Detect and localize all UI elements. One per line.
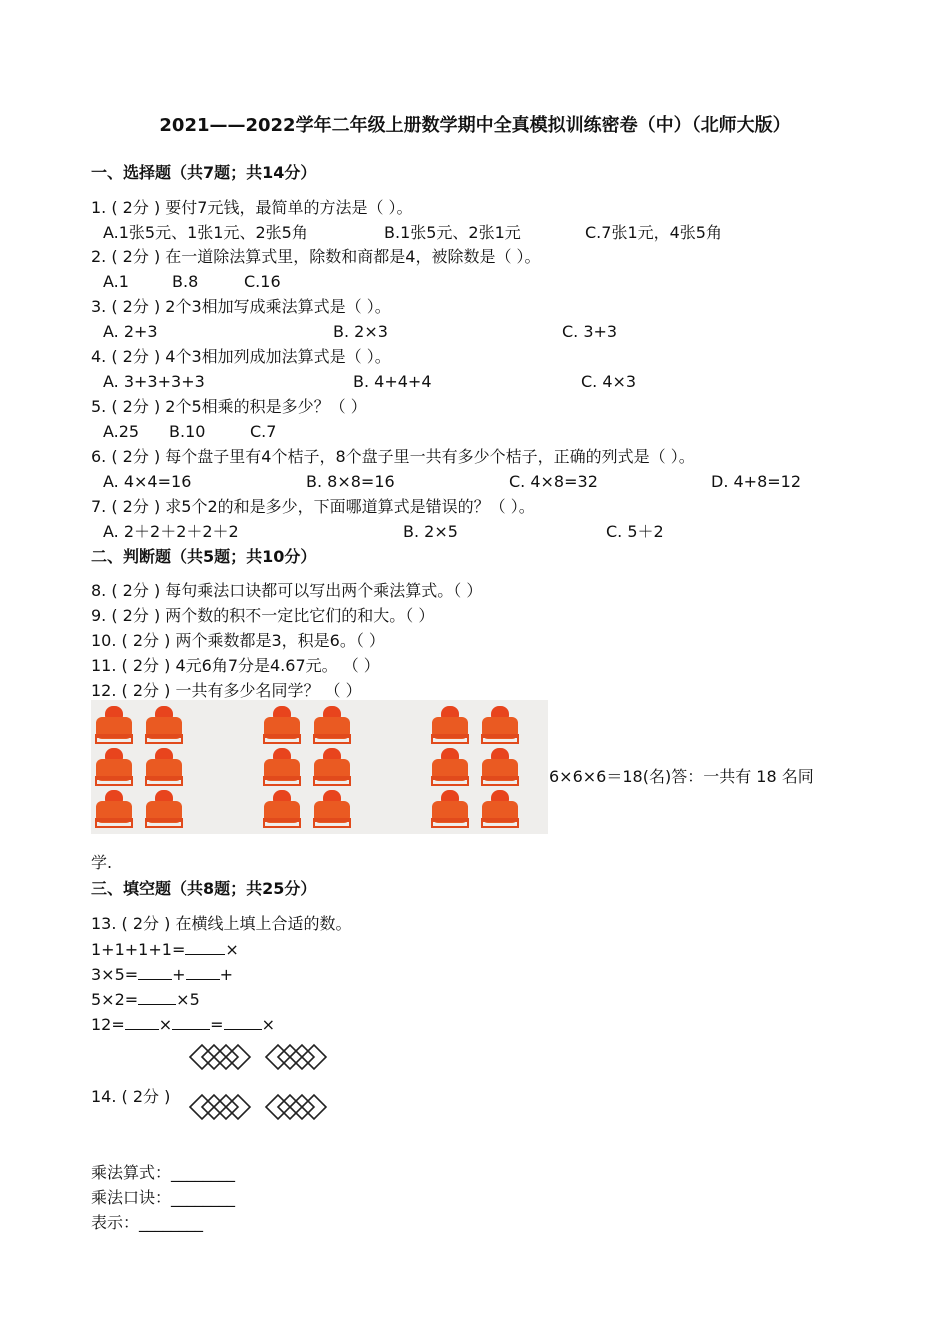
q5-option-c: C.7	[250, 422, 277, 441]
question-11: 11. ( 2分 ) 4元6角7分是4.67元。 （ ）	[91, 656, 380, 675]
question-13: 13. ( 2分 ) 在横线上填上合适的数。	[91, 914, 352, 933]
q13-blank[interactable]	[138, 988, 176, 1005]
q14-meaning-line: 表示：________	[91, 1213, 204, 1232]
section-choice-heading: 一、选择题（共7题；共14分）	[91, 163, 317, 182]
q14-blank[interactable]: ________	[171, 1163, 236, 1182]
question-12: 12. ( 2分 ) 一共有多少名同学？ （ ）	[91, 681, 362, 700]
page-title: 2021——2022学年二年级上册数学期中全真模拟训练密卷（中）（北师大版）	[159, 115, 791, 136]
question-1: 1. ( 2分 ) 要付7元钱，最简单的方法是（ ）。	[91, 198, 413, 217]
section-fill-heading: 三、填空题（共8题；共25分）	[91, 879, 317, 898]
question-5: 5. ( 2分 ) 2个5相乘的积是多少？（ ）	[91, 397, 367, 416]
q13-line-4: 12= × = ×	[91, 1015, 275, 1034]
q13-blank[interactable]	[125, 1013, 159, 1030]
q12-answer: 6×6×6＝18(名)答：一共有 18 名同	[549, 767, 814, 786]
q4-option-a: A. 3+3+3+3	[103, 372, 205, 391]
question-9: 9. ( 2分 ) 两个数的积不一定比它们的和大。（ ）	[91, 606, 435, 625]
q13-line-2: 3×5= + +	[91, 965, 233, 984]
q7-option-a: A. 2＋2＋2＋2＋2	[103, 522, 239, 541]
q13-blank[interactable]	[185, 938, 225, 955]
q1-option-a: A.1张5元、1张1元、2张5角	[103, 223, 308, 242]
question-3: 3. ( 2分 ) 2个3相加写成乘法算式是（ ）。	[91, 297, 391, 316]
q6-option-c: C. 4×8=32	[509, 472, 598, 491]
q14-rhyme-line: 乘法口诀：________	[91, 1188, 236, 1207]
q7-option-b: B. 2×5	[403, 522, 458, 541]
q6-option-d: D. 4+8=12	[711, 472, 802, 491]
q14-blank[interactable]: ________	[171, 1188, 236, 1207]
q14-blank[interactable]: ________	[139, 1213, 204, 1232]
q1-option-b: B.1张5元、2张1元	[384, 223, 521, 242]
q3-option-b: B. 2×3	[333, 322, 388, 341]
students-picture	[91, 700, 548, 834]
question-6: 6. ( 2分 ) 每个盘子里有4个桔子，8个盘子里一共有多少个桔子，正确的列式是（ ）。	[91, 447, 695, 466]
question-8: 8. ( 2分 ) 每句乘法口诀都可以写出两个乘法算式。（ ）	[91, 581, 483, 600]
q3-option-c: C. 3+3	[562, 322, 618, 341]
q13-line-3: 5×2= ×5	[91, 990, 200, 1009]
q13-blank[interactable]	[186, 963, 220, 980]
q2-option-b: B.8	[172, 272, 199, 291]
diamond-shapes-figure	[188, 1043, 328, 1123]
q6-option-b: B. 8×8=16	[306, 472, 395, 491]
question-10: 10. ( 2分 ) 两个乘数都是3，积是6。（ ）	[91, 631, 385, 650]
q12-answer-continued: 学.	[91, 853, 113, 872]
q13-line-1: 1+1+1+1= ×	[91, 940, 239, 959]
q5-option-a: A.25	[103, 422, 140, 441]
question-4: 4. ( 2分 ) 4个3相加列成加法算式是（ ）。	[91, 347, 391, 366]
question-14: 14. ( 2分 )	[91, 1087, 171, 1106]
q7-option-c: C. 5＋2	[606, 522, 664, 541]
q1-option-c: C.7张1元，4张5角	[585, 223, 722, 242]
question-2: 2. ( 2分 ) 在一道除法算式里，除数和商都是4，被除数是（ ）。	[91, 247, 541, 266]
q4-option-c: C. 4×3	[581, 372, 637, 391]
q2-option-a: A.1	[103, 272, 129, 291]
q13-blank[interactable]	[224, 1013, 262, 1030]
question-7: 7. ( 2分 ) 求5个2的和是多少，下面哪道算式是错误的？（ ）。	[91, 497, 535, 516]
section-judge-heading: 二、判断题（共5题；共10分）	[91, 547, 317, 566]
q14-multiplication-line: 乘法算式：________	[91, 1163, 236, 1182]
q6-option-a: A. 4×4=16	[103, 472, 192, 491]
q3-option-a: A. 2+3	[103, 322, 158, 341]
q5-option-b: B.10	[169, 422, 206, 441]
q13-blank[interactable]	[172, 1013, 210, 1030]
q4-option-b: B. 4+4+4	[353, 372, 432, 391]
q2-option-c: C.16	[244, 272, 281, 291]
q13-blank[interactable]	[138, 963, 172, 980]
